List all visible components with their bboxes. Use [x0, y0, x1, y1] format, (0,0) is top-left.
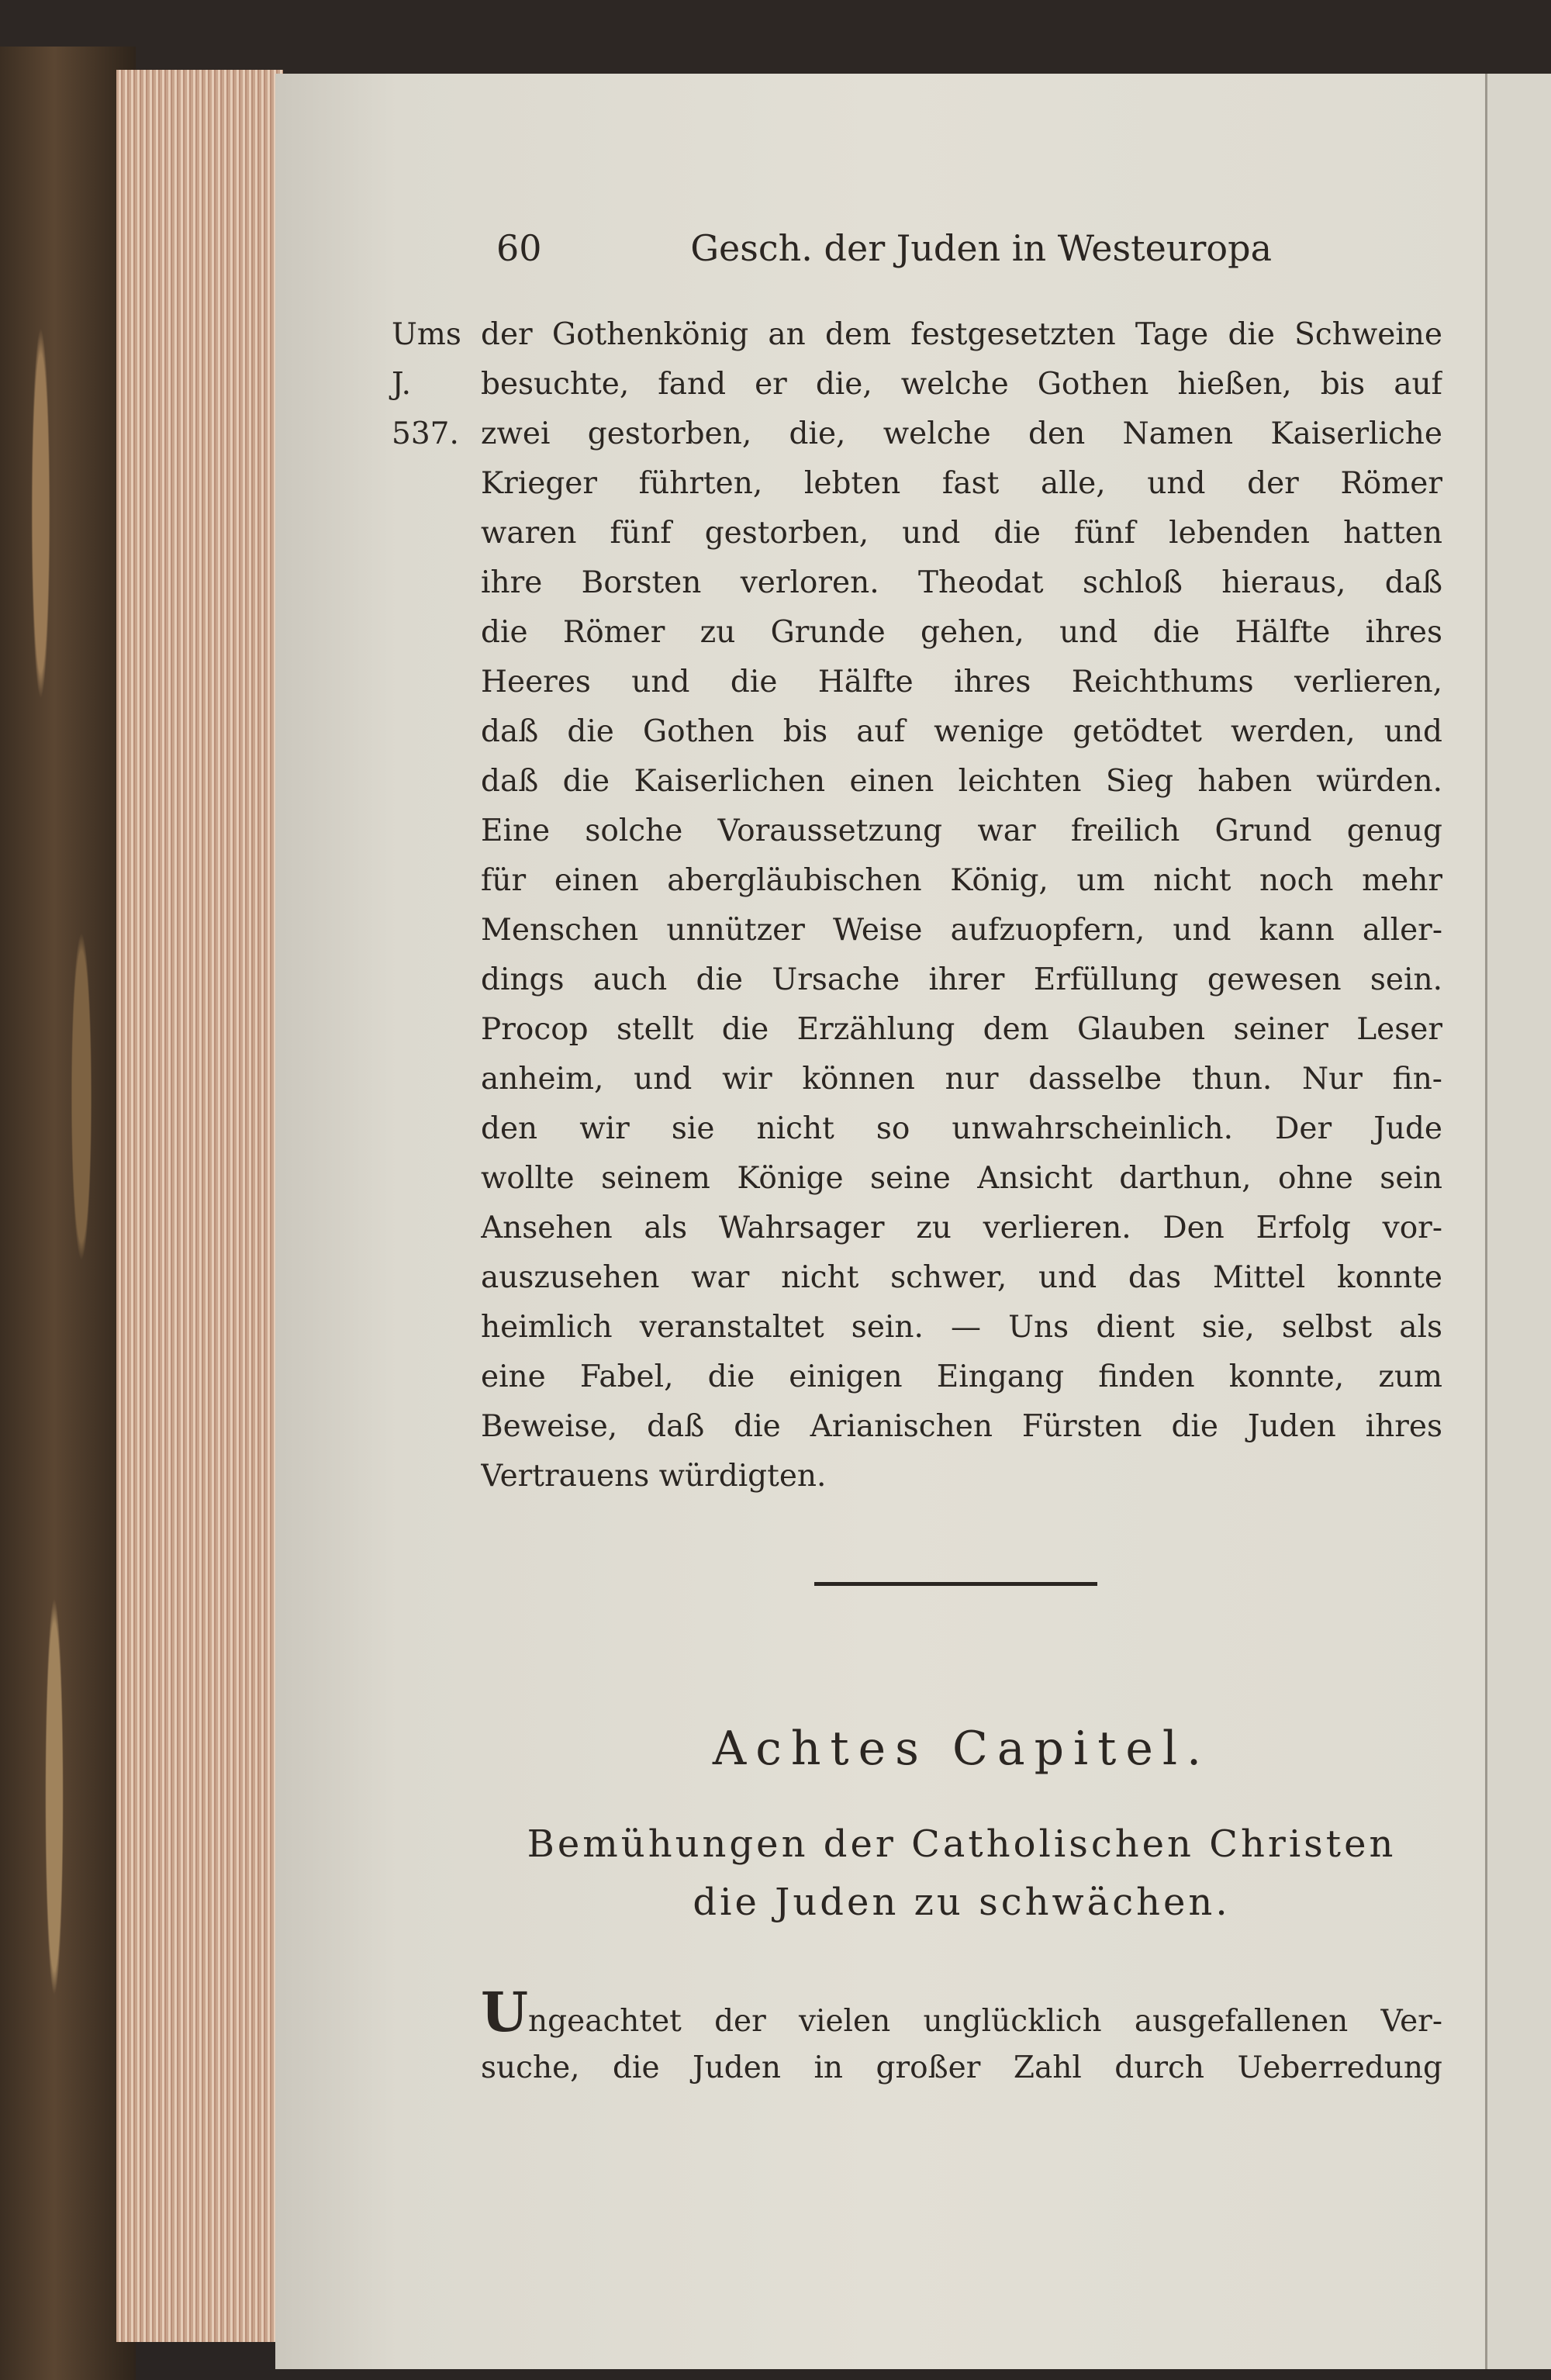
- text-line: besuchte, fand er die, welche Gothen hießen, bis auf: [481, 367, 1442, 402]
- text-line: Beweise, daß die Arianischen Fürsten die Juden ihres: [481, 1409, 1442, 1444]
- chapter-title: Achtes Capitel.: [712, 1722, 1211, 1776]
- text-line: dings auch die Ursache ihrer Erfüllung gewesen sein.: [481, 962, 1442, 997]
- chapter-subtitle-line-2: die Juden zu schwächen.: [693, 1881, 1231, 1924]
- running-header: [496, 221, 1365, 275]
- text-line: suche, die Juden in großer Zahl durch Ueberredung: [481, 2050, 1442, 2085]
- facing-page-edge: [1485, 74, 1551, 2369]
- paragraph-2: [481, 1981, 1442, 2093]
- text-line: Ansehen als Wahrsager zu verlieren. Den Erfolg vor-: [481, 1211, 1442, 1245]
- text-line: der Gothenkönig an dem festgesetzten Tage die Schweine: [481, 317, 1442, 352]
- page-edges: [116, 70, 283, 2342]
- text-line: [481, 1981, 1442, 2043]
- paragraph-1: [481, 310, 1442, 1501]
- margin-note-2: J.: [392, 367, 412, 402]
- text-line: Eine solche Voraussetzung war freilich Grund genug: [481, 813, 1442, 848]
- text-line: Krieger führten, lebten fast alle, und der Römer: [481, 466, 1442, 501]
- text-line: zwei gestorben, die, welche den Namen Kaiserliche: [481, 416, 1442, 451]
- text-line: die Römer zu Grunde gehen, und die Hälfte ihres: [481, 615, 1442, 650]
- running-title: Gesch. der Juden in Westeuropa: [690, 227, 1272, 269]
- marbled-cover: [0, 47, 136, 2380]
- text-line: eine Fabel, die einigen Eingang finden konnte, zum: [481, 1359, 1442, 1394]
- text-line: wollte seinem Könige seine Ansicht darthun, ohne sein: [481, 1161, 1442, 1196]
- text-line: auszusehen war nicht schwer, und das Mittel konnte: [481, 1260, 1442, 1295]
- margin-note-1: Ums: [392, 317, 461, 352]
- text-line: Vertrauens würdigten.: [481, 1459, 827, 1494]
- page-number: 60: [496, 227, 542, 269]
- text-line: daß die Gothen bis auf wenige getödtet werden, und: [481, 714, 1442, 749]
- section-rule: [814, 1582, 1097, 1586]
- margin-note-3: 537.: [392, 416, 459, 451]
- text-line: anheim, und wir können nur dasselbe thun. Nur fin-: [481, 1062, 1442, 1097]
- chapter-subtitle-line-1: Bemühungen der Catholischen Christen: [527, 1822, 1397, 1866]
- text-line: Procop stellt die Erzählung dem Glauben seiner Leser: [481, 1012, 1442, 1047]
- line-rest: ngeachtet der vielen unglücklich ausgefallenen Ver-: [528, 2004, 1442, 2039]
- text-line: daß die Kaiserlichen einen leichten Sieg haben würden.: [481, 764, 1442, 799]
- background-top: [0, 0, 1551, 74]
- text-line: waren fünf gestorben, und die fünf lebenden hatten: [481, 516, 1442, 551]
- text-line: den wir sie nicht so unwahrscheinlich. Der Jude: [481, 1111, 1442, 1146]
- text-line: für einen abergläubischen König, um nicht noch mehr: [481, 863, 1442, 898]
- text-line: Menschen unnützer Weise aufzuopfern, und kann aller-: [481, 913, 1442, 948]
- text-line: Heeres und die Hälfte ihres Reichthums verlieren,: [481, 665, 1442, 699]
- text-line: ihre Borsten verloren. Theodat schloß hieraus, daß: [481, 565, 1442, 600]
- text-line: heimlich veranstaltet sein. — Uns dient sie, selbst als: [481, 1310, 1442, 1345]
- initial-letter: U: [481, 1981, 529, 2043]
